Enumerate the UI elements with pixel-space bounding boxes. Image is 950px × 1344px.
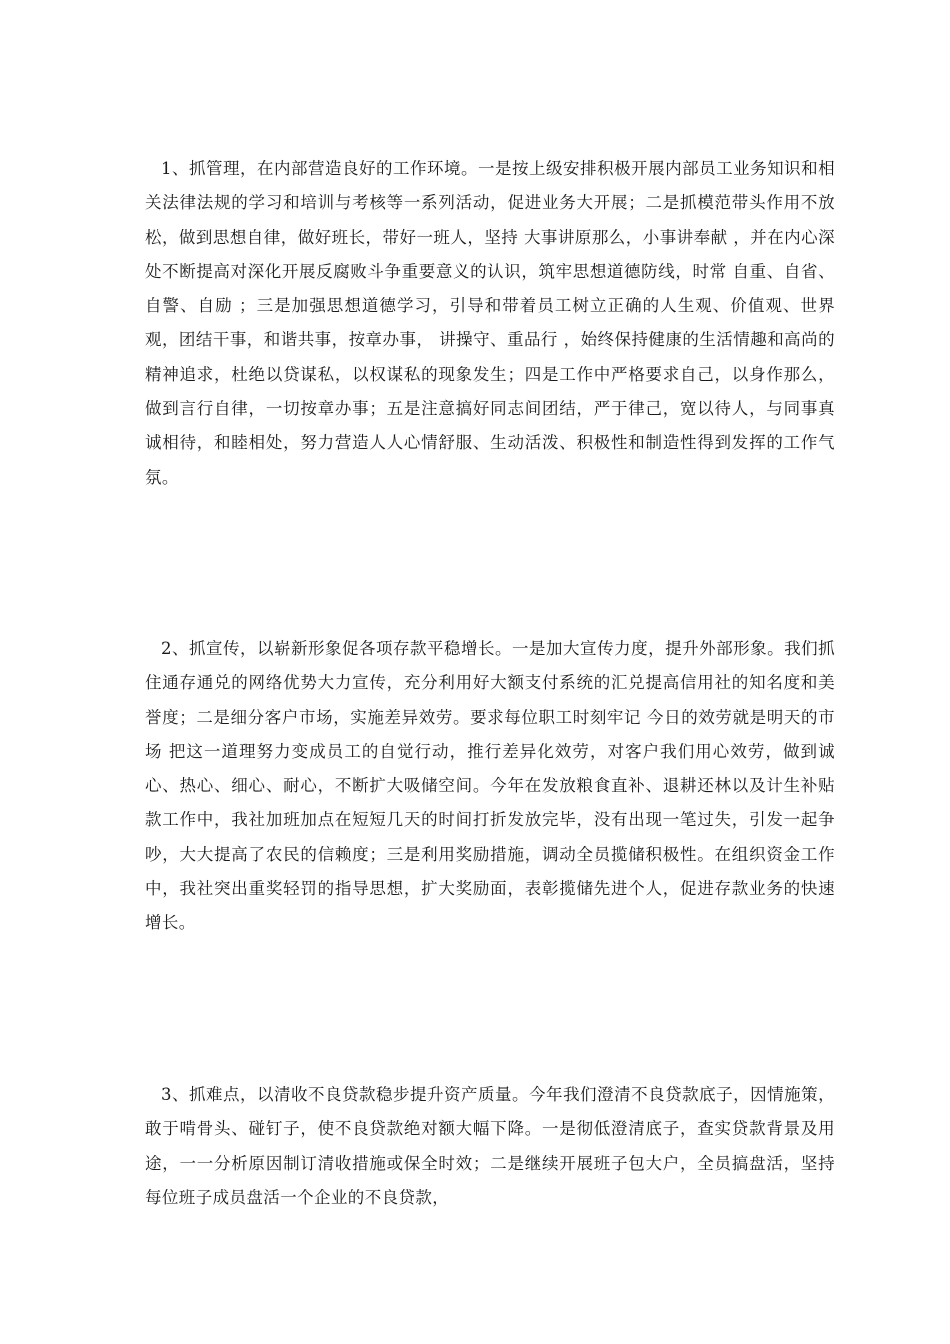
- paragraph-management: 1、抓管理，在内部营造良好的工作环境。一是按上级安排积极开展内部员工业务知识和相关法律法规的学习和培训与考核等一系列活动，促进业务大开展；二是抓模范带头作用不放松，做到思想自律，做好班长，带好一班人，坚持 大事讲原那么，小事讲奉献 ，并在内心深处不断提高对深化开展反腐败斗争重要意义的认识，筑牢思想道德防线，时常 自重、自省、自警、自励 ；三是加强思想道德学习，引导和带着员工树立正确的人生观、价值观、世界观，团结干事，和谐共事，按章办事， 讲操守、重品行 ，始终保持健康的生活情趣和高尚的精神追求，杜绝以贷谋私，以权谋私的现象发生；四是工作中严格要求自己，以身作那么，做到言行自律，一切按章办事；五是注意搞好同志间团结，严于律己，宽以待人，与同事真诚相待，和睦相处，努力营造人人心情舒服、生动活泼、积极性和制造性得到发挥的工作气氛。: [145, 159, 835, 487]
- paragraph-difficulties: 3、抓难点，以清收不良贷款稳步提升资产质量。今年我们澄清不良贷款底子，因情施策，敢于啃骨头、碰钉子，使不良贷款绝对额大幅下降。一是彻低澄清底子，查实贷款背景及用途，一一分析原因制订清收措施或保全时效；二是继续开展班子包大户，全员搞盘活，坚持每位班子成员盘活一个企业的不良贷款，: [145, 1085, 835, 1207]
- paragraph-publicity: 2、抓宣传，以崭新形象促各项存款平稳增长。一是加大宣传力度，提升外部形象。我们抓住通存通兑的网络优势大力宣传，充分利用好大额支付系统的汇兑提高信用社的知名度和美誉度；二是细分客户市场，实施差异效劳。要求每位职工时刻牢记 今日的效劳就是明天的市场 把这一道理努力变成员工的自觉行动，推行差异化效劳，对客户我们用心效劳，做到诚心、热心、细心、耐心，不断扩大吸储空间。今年在发放粮食直补、退耕还林以及计生补贴款工作中，我社加班加点在短短几天的时间打折发放完毕，没有出现一笔过失，引发一起争吵，大大提高了农民的信赖度；三是利用奖励措施，调动全员揽储积极性。在组织资金工作中，我社突出重奖轻罚的指导思想，扩大奖励面，表彰揽储先进个人，促进存款业务的快速增长。: [145, 639, 835, 933]
